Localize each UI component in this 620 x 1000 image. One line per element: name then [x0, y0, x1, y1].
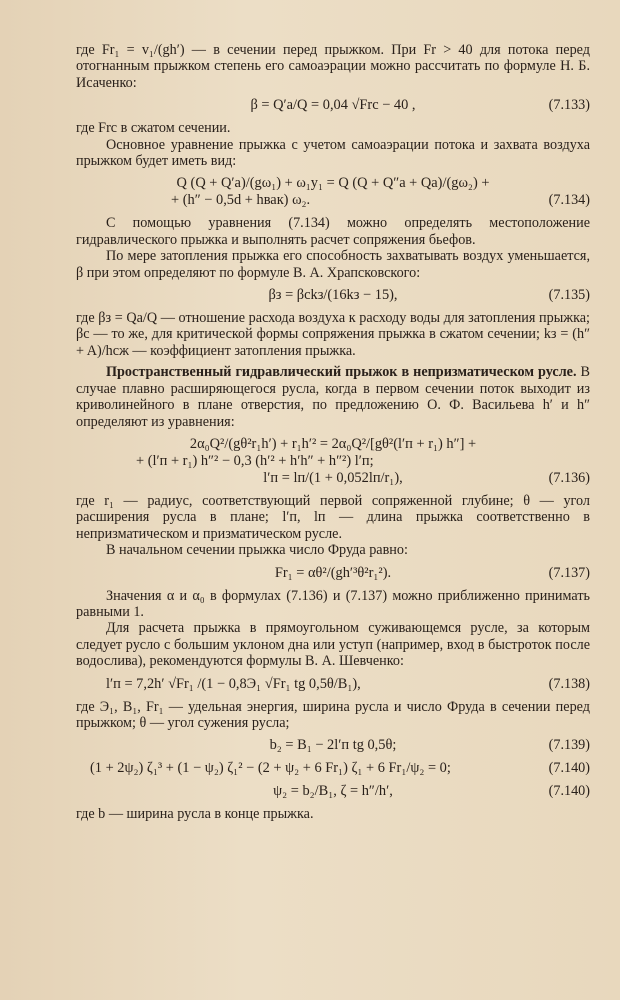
paragraph-3: Основное уравнение прыжка с учетом самоаэрации потока и захвата воздуха прыжком будет иметь вид: — [76, 136, 590, 170]
paragraph-4: С помощью уравнения (7.134) можно определять местоположение гидравлического прыжка и выполнять расчет сопряжения бьефов. — [76, 215, 590, 248]
paragraph-7-text: В случае плавно расширяющегося русла, когда в первом сечении поток выходит из криволинейного в плане отверстия, по предложению О. Ф. Васильева h′ и h″ определяют из уравнения: — [76, 364, 591, 430]
paragraph-10: Значения α и α₀ в формулах (7.136) и (7.137) можно приближенно принимать равными 1. — [76, 587, 590, 620]
equation-number: (7.134) — [548, 192, 590, 209]
paragraph-2: где Frс в сжатом сечении. — [76, 120, 231, 137]
paragraph-11: Для расчета прыжка в прямоугольном суживающемся русле, за которым следует русло с большим уклоном дна или уступ (например, вход в быстроток после водослива), рекомендуются формулы В. А. Шевченко: — [76, 620, 590, 670]
equation-number: (7.138) — [548, 675, 590, 692]
paragraph-8: где r₁ — радиус, соответствующий первой сопряженной глубине; θ — угол расширения русла в плане; l′п, lп — длина прыжка соответственно в непризматическом и призматическом русле. — [76, 492, 590, 542]
equation-number: (7.140) — [548, 760, 590, 777]
equation-text: β = Q′а/Q = 0,04 √Frс − 40 , — [250, 97, 416, 114]
equation-line-3: l′п = lп/(1 + 0,052lп/r₁), — [263, 469, 403, 486]
equation-line-1: Q (Q + Q′а)/(gω₁) + ω₁y₁ = Q (Q + Q″а + Qа)/(gω₂) + — [176, 175, 490, 192]
paragraph-12: где Э₁, B₁, Fr₁ — удельная энергия, ширина русла и число Фруда в сечении перед прыжком; θ — угол сужения русла; — [76, 698, 590, 731]
equation-7-139 — [76, 737, 590, 754]
equation-text: l′п = 7,2h′ √Fr₁ /(1 − 0,8Э₁ √Fr₁ tg 0,5θ/B₁), — [106, 675, 361, 692]
equation-text: ψ₂ = b₂/B₁, ζ = h″/h′, — [273, 783, 393, 800]
paragraph-1: где Fr₁ = v₁/(gh′) — в сечении перед прыжком. При Fr > 40 для потока перед отогнанным прыжком степень его самоаэрации можно рассчитать по формуле Н. Б. Исаченко: — [76, 42, 590, 91]
equation-7-134 — [76, 175, 590, 209]
section-heading: Пространственный гидравлический прыжок в непризматическом русле. — [106, 364, 577, 381]
equation-7-133 — [76, 97, 590, 114]
paragraph-13: где b — ширина русла в конце прыжка. — [76, 806, 314, 823]
equation-number: (7.139) — [548, 737, 590, 754]
equation-line-2: + (h″ − 0,5d + hвак) ω₂. — [171, 192, 311, 209]
equation-number: (7.137) — [548, 564, 590, 581]
equation-7-137 — [76, 565, 590, 582]
equation-text: (1 + 2ψ₂) ζ₁³ + (1 − ψ₂) ζ₁² − (2 + ψ₂ + 6 Fr₁) ζ₁ + 6 Fr₁/ψ₂ = 0; — [90, 760, 451, 777]
equation-text: Fr₁ = αθ²/(gh′³θ²r₁²). — [274, 564, 392, 581]
equation-number: (7.136) — [548, 469, 590, 486]
equation-7-136 — [76, 436, 590, 487]
equation-text: b₂ = B₁ − 2l′п tg 0,5θ; — [269, 737, 397, 754]
equation-7-140-b — [76, 783, 590, 800]
equation-7-140-a — [76, 760, 590, 777]
equation-number: (7.133) — [548, 97, 590, 114]
equation-number: (7.135) — [548, 287, 590, 304]
equation-line-1: 2α₀Q²/(gθ²r₁h′) + r₁h′² = 2α₀Q²/[gθ²(l′п + r₁) h″] + — [189, 435, 477, 452]
equation-number: (7.140) — [548, 783, 590, 800]
paragraph-6: где βз = Qа/Q — отношение расхода воздуха к расходу воды для затопления прыжка; βс — то же, для критической формы сопряжения прыжка в сжатом сечении; kз = (h″ + A)/hсж — коэффициент затопления прыжка. — [76, 310, 590, 359]
equation-7-138 — [76, 676, 590, 693]
paragraph-9: В начальном сечении прыжка число Фруда равно: — [106, 542, 408, 559]
paragraph-7 — [76, 364, 590, 430]
equation-7-135 — [76, 287, 590, 304]
equation-text: βз = βсkз/(16kз − 15), — [268, 287, 398, 304]
equation-line-2: + (l′п + r₁) h″² − 0,3 (h′² + h′h″ + h″²) l′п; — [136, 452, 374, 469]
paragraph-5: По мере затопления прыжка его способность захватывать воздух уменьшается, β при этом определяют по формуле В. А. Храпсковского: — [76, 248, 590, 281]
